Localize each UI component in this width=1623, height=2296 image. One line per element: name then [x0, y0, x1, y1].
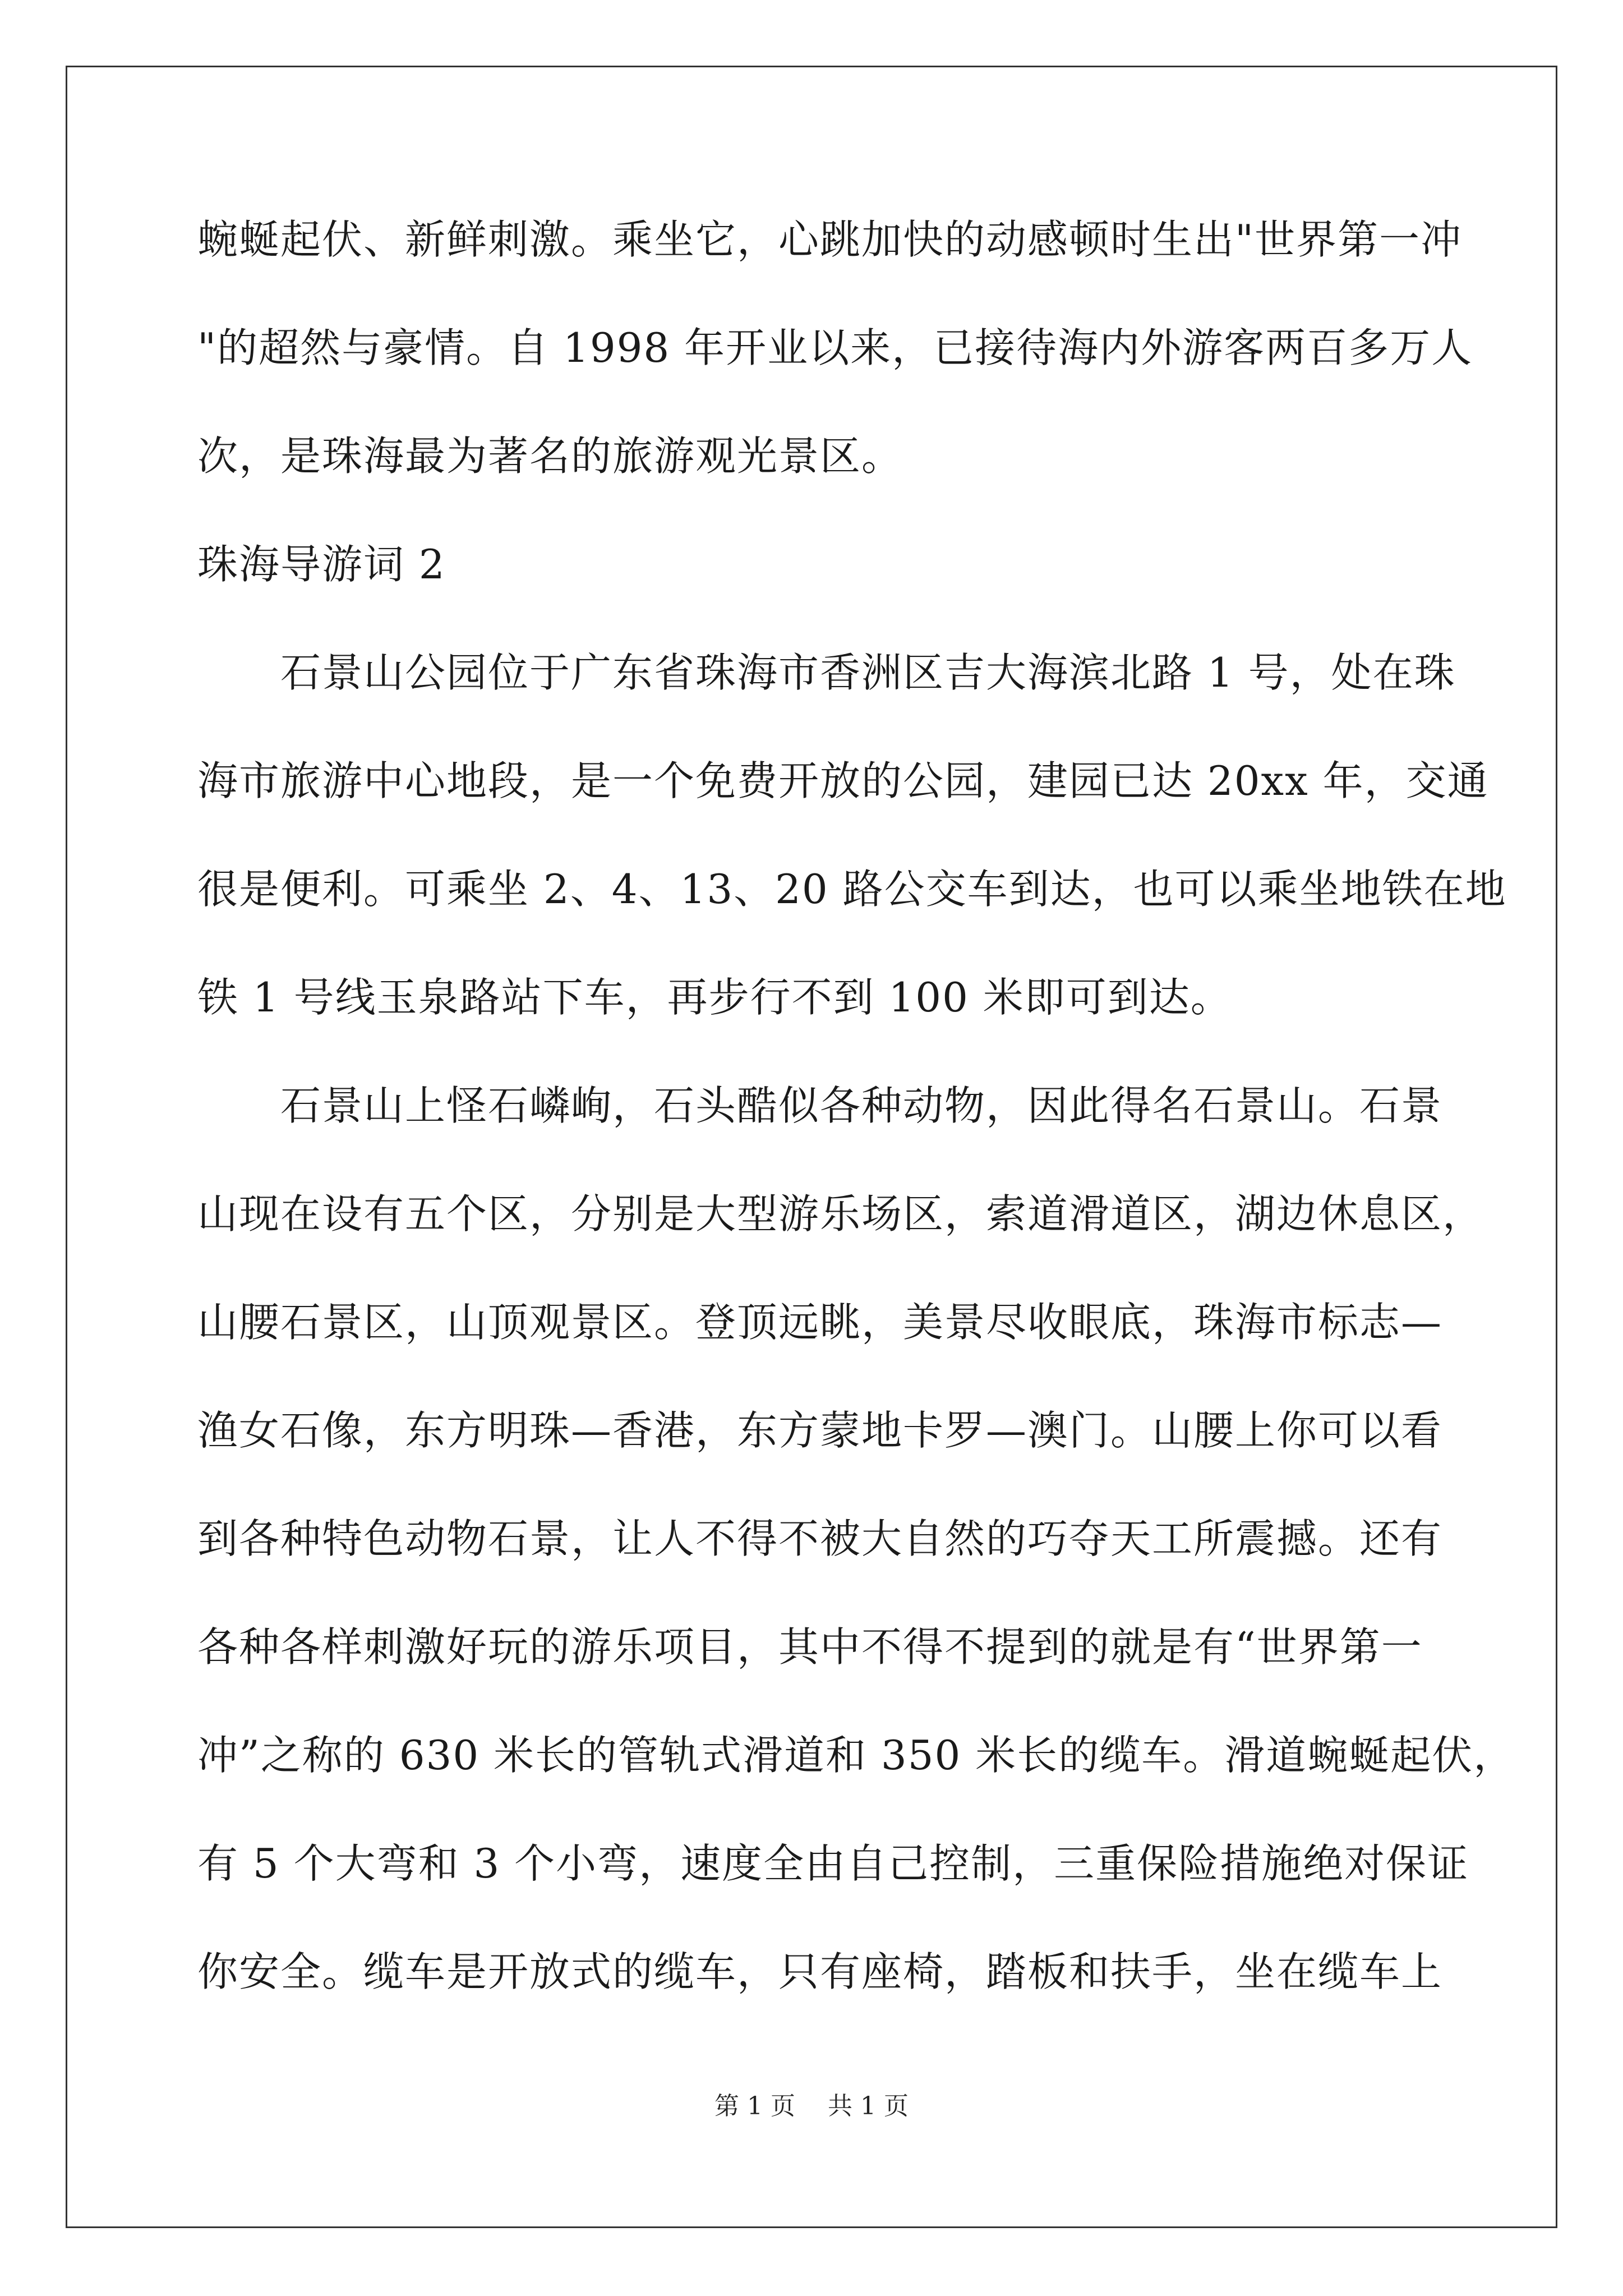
- text-line: 蜿蜒起伏、新鲜刺激。乘坐它，心跳加快的动感顿时生出"世界第一冲: [197, 216, 1463, 263]
- text-line: 山现在设有五个区，分别是大型游乐场区，索道滑道区，湖边休息区，: [197, 1190, 1484, 1237]
- text-line: 山腰石景区，山顶观景区。登顶远眺，美景尽收眼底，珠海市标志—: [197, 1299, 1443, 1346]
- text-line: "的超然与豪情。自 1998 年开业以来，已接待海内外游客两百多万人: [197, 324, 1473, 371]
- text-line: 海市旅游中心地段，是一个免费开放的公园，建园已达 20xx 年，交通: [197, 757, 1489, 804]
- text-line: 有 5 个大弯和 3 个小弯，速度全由自己控制，三重保险措施绝对保证: [197, 1840, 1469, 1887]
- text-line: 次，是珠海最为著名的旅游观光景区。: [197, 432, 903, 480]
- text-line: 渔女石像，东方明珠—香港，东方蒙地卡罗—澳门。山腰上你可以看: [197, 1407, 1443, 1454]
- section-heading: 珠海导游词 2: [197, 541, 446, 588]
- page-footer: [0, 2090, 1623, 2123]
- text-line: 石景山公园位于广东省珠海市香洲区吉大海滨北路 1 号，处在珠: [197, 649, 1456, 696]
- text-line: 很是便利。可乘坐 2、4、13、20 路公交车到达，也可以乘坐地铁在地: [197, 866, 1507, 913]
- text-line: 石景山上怪石嶙峋，石头酷似各种动物，因此得名石景山。石景: [197, 1082, 1443, 1129]
- text-line: 各种各样刺激好玩的游乐项目，其中不得不提到的就是有“世界第一: [197, 1623, 1423, 1671]
- text-line: 冲”之称的 630 米长的管轨式滑道和 350 米长的缆车。滑道蜿蜒起伏，: [197, 1732, 1515, 1779]
- page-total: 共 1 页: [828, 2092, 909, 2120]
- text-line: 到各种特色动物石景，让人不得不被大自然的巧夺天工所震撼。还有: [197, 1515, 1443, 1562]
- page-number: 第 1 页: [714, 2092, 795, 2120]
- text-line: 你安全。缆车是开放式的缆车，只有座椅，踏板和扶手，坐在缆车上: [197, 1948, 1443, 1995]
- document-body: [197, 209, 1515, 2049]
- text-line: 铁 1 号线玉泉路站下车，再步行不到 100 米即可到达。: [197, 974, 1232, 1021]
